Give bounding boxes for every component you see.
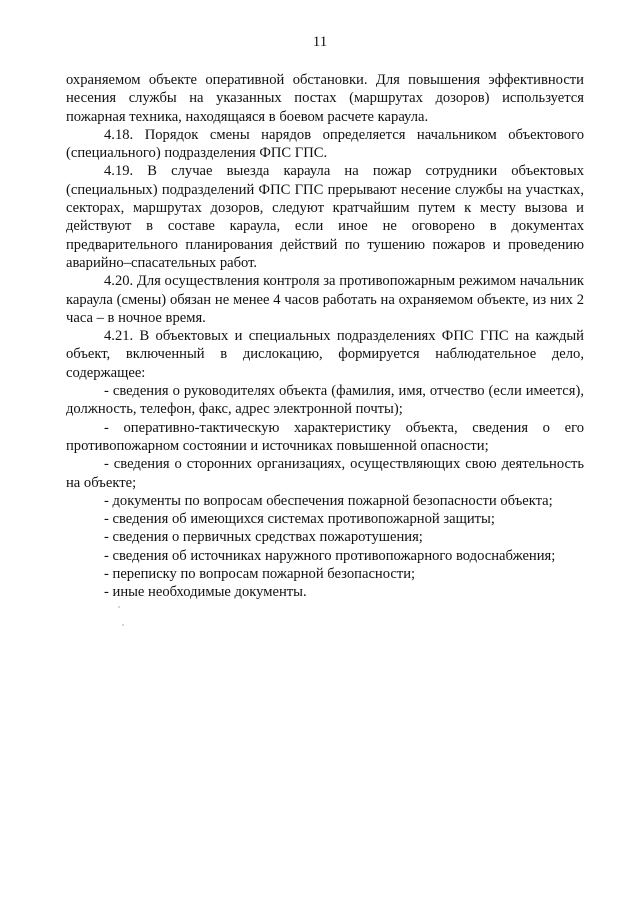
- list-item: - документы по вопросам обеспечения пожарной безопасности объекта;: [104, 492, 553, 509]
- list-item: - сведения об имеющихся системах противопожарной защиты;: [104, 511, 495, 528]
- paragraph-4-19: 4.19. В случае выезда караула на пожар сотрудники объектовых (специальных) подразделений ФПС ГПС прерывают несение службы на участках, секторах, маршрутах дозоров, следуют кратчайшим путем к месту вызова и действуют в составе караула, если иное не оговорено в документах предварительного планирования действий по тушению пожаров и проведению аварийно–спасательных работ.: [66, 163, 584, 271]
- scan-speck: [122, 624, 124, 626]
- paragraph-continuation: охраняемом объекте оперативной обстановки. Для повышения эффективности несения службы на указанных постах (маршрутах дозоров) используется пожарная техника, находящаяся в боевом расчете караула.: [66, 72, 584, 125]
- observation-file-contents-list: [66, 382, 584, 602]
- list-item: - сведения о руководителях объекта (фамилия, имя, отчество (если имеется), должность, телефон, факс, адрес электронной почты);: [66, 383, 584, 418]
- page-number: 11: [312, 34, 328, 50]
- scan-speck: [118, 606, 120, 608]
- document-body: [66, 71, 584, 602]
- list-item: - сведения о сторонних организациях, осуществляющих свою деятельность на объекте;: [66, 456, 584, 491]
- paragraph-4-20: 4.20. Для осуществления контроля за противопожарным режимом начальник караула (смены) обязан не менее 4 часов работать на охраняемом объекте, из них 2 часа – в ночное время.: [66, 273, 584, 326]
- list-item: - оперативно-тактическую характеристику объекта, сведения о его противопожарном состоянии и источниках повышенной опасности;: [66, 419, 584, 454]
- paragraph-4-18: 4.18. Порядок смены нарядов определяется начальником объектового (специального) подразделения ФПС ГПС.: [66, 126, 584, 162]
- list-item: - сведения о первичных средствах пожаротушения;: [104, 529, 423, 546]
- list-item: - иные необходимые документы.: [104, 584, 307, 601]
- paragraph-4-21: 4.21. В объектовых и специальных подразделениях ФПС ГПС на каждый объект, включенный в дислокацию, формируется наблюдательное дело, содержащее:: [66, 328, 584, 381]
- list-item: - сведения об источниках наружного противопожарного водоснабжения;: [104, 547, 556, 564]
- list-item: - переписку по вопросам пожарной безопасности;: [104, 566, 416, 583]
